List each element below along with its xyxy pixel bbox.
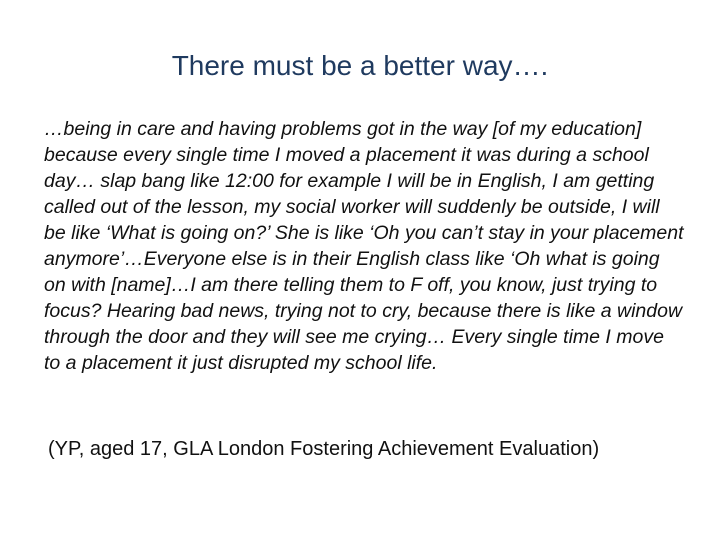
quote-attribution: (YP, aged 17, GLA London Fostering Achievement Evaluation) bbox=[48, 438, 600, 460]
quote-text: …being in care and having problems got in the way [of my education] because every single time I moved a placement it was during a school day… slap bang like 12:00 for example I will be in English, I am getting called out of the lesson, my social worker will suddenly be outside, I will be like ‘What is going on?’ She is like ‘Oh you can’t stay in your placement anymore’…Everyone else is in their English class like ‘Oh what is going on with [name]…I am there telling them to F off, you know, just trying to focus? Hearing bad news, trying not to cry, because there is like a window through the door and they will see me crying… Every single time I move to a placement it just disrupted my school life. bbox=[44, 118, 684, 374]
slide-title: There must be a better way…. bbox=[171, 50, 549, 81]
